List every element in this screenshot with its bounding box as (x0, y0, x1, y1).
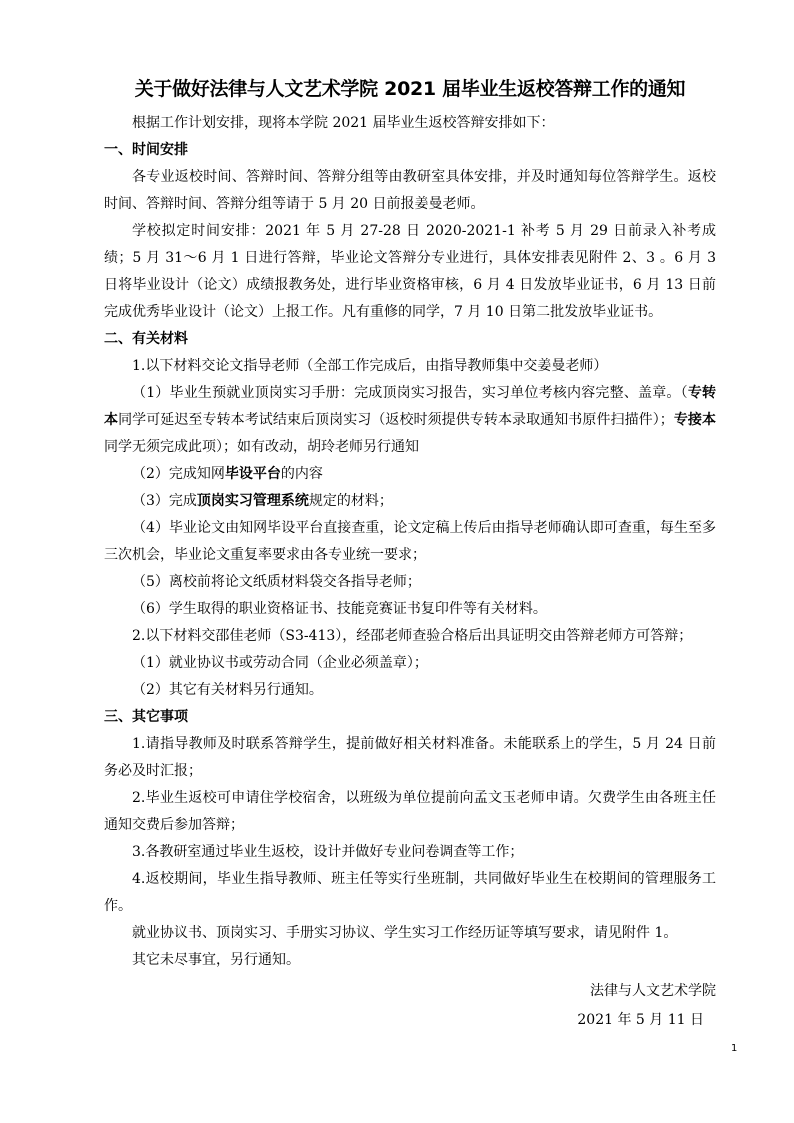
materials-item-3-text-c: 规定的材料； (308, 493, 393, 509)
materials-item-3-bold: 顶岗实习管理系统 (196, 493, 309, 509)
materials-item-3 (104, 488, 716, 515)
signature-date: 2021 年 5 月 11 日 (577, 1012, 704, 1028)
materials-subheading-2: 2.以下材料交邵佳老师（S3-413），经邵老师查验合格后出具证明交由答辩老师方可答辩； (132, 628, 693, 644)
other-paragraph-3: 3.各教研室通过毕业生返校，设计并做好专业问卷调查等工作； (132, 844, 524, 860)
materials-item-1-bold-1: 专转本 (104, 385, 717, 428)
other-paragraph-1: 1.请指导教师及时联系答辩学生，提前做好相关材料准备。未能联系上的学生，5 月 24 日前务必及时汇报； (104, 736, 716, 779)
other-paragraph-4: 4.返校期间，毕业生指导教师、班主任等实行坐班制，共同做好毕业生在校期间的管理服务工作。 (104, 871, 716, 914)
schedule-paragraph-1: 各专业返校时间、答辩时间、答辩分组等由教研室具体安排，并及时通知每位答辩学生。返校时间、答辩时间、答辩分组等请于 5 月 20 日前报姜曼老师。 (104, 169, 716, 212)
materials-subheading-1: 1.以下材料交论文指导老师（全部工作完成后，由指导教师集中交姜曼老师） (132, 358, 608, 374)
materials-item-1-bold-2: 专接本 (673, 412, 717, 428)
materials-item-2-bold: 毕设平台 (224, 466, 281, 482)
intro-paragraph: 根据工作计划安排，现将本学院 2021 届毕业生返校答辩安排如下： (132, 115, 555, 131)
signature-organization: 法律与人文艺术学院 (590, 983, 716, 999)
document-body (104, 76, 716, 1035)
section-heading-materials: 二、有关材料 (104, 331, 188, 347)
materials-item-1-text-d: 同学无须完成此项）；如有改动，胡玲老师另行通知 (104, 439, 419, 455)
section-heading-other: 三、其它事项 (104, 709, 188, 725)
other-paragraph-6: 其它未尽事宜，另行通知。 (132, 952, 300, 968)
document-title: 关于做好法律与人文艺术学院 2021 届毕业生返校答辩工作的通知 (134, 78, 686, 100)
materials-item-2-text-c: 的内容 (280, 466, 323, 482)
materials-item-6: （6）学生取得的职业资格证书、技能竞赛证书复印件等有关材料。 (132, 601, 547, 617)
materials-item-2 (104, 461, 716, 488)
materials-item-4: （4）毕业论文由知网毕设平台直接查重，论文定稿上传后由指导老师确认即可查重，每生至多三次机会，毕业论文重复率要求由各专业统一要求； (104, 520, 716, 563)
other-paragraph-5: 就业协议书、顶岗实习、手册实习协议、学生实习工作经历证等填写要求，请见附件 1。 (132, 925, 678, 941)
other-paragraph-2: 2.毕业生返校可申请住学校宿舍，以班级为单位提前向孟文玉老师申请。欠费学生由各班主任通知交费后参加答辩； (104, 790, 716, 833)
page-number: 1 (731, 1043, 738, 1054)
materials-item-3-text-a: （3）完成 (132, 493, 197, 509)
materials-item-8: （2）其它有关材料另行通知。 (132, 682, 323, 698)
materials-item-1-text-c: 同学可延迟至专转本考试结束后顶岗实习（返校时须提供专转本录取通知书原件扫描件）； (118, 412, 674, 428)
materials-item-2-text-a: （2）完成知网 (132, 466, 225, 482)
schedule-paragraph-2: 学校拟定时间安排：2021 年 5 月 27-28 日 2020-2021-1 补考 5 月 29 日前录入补考成绩；5 月 31～6 月 1 日进行答辩，毕业论文答辩分专业进行，具体安排表见附件 2、3 。6 月 3 日将毕业设计（论文）成绩报教务处，进行毕业资格审核，6 月 4 日发放毕业证书，6 月 13 日前完成优秀毕业设计（论文）上报工作。凡有重修的同学，7 月 10 日第二批发放毕业证书。 (104, 223, 716, 320)
materials-item-5: （5）离校前将论文纸质材料袋交各指导老师； (132, 574, 421, 590)
materials-item-1-text-a: （1）毕业生预就业顶岗实习手册：完成顶岗实习报告，实习单位考核内容完整、盖章。（ (132, 385, 688, 401)
materials-item-7: （1）就业协议书或劳动合同（企业必须盖章）； (132, 655, 428, 671)
section-heading-schedule: 一、时间安排 (104, 142, 188, 158)
materials-item-1 (104, 380, 716, 461)
